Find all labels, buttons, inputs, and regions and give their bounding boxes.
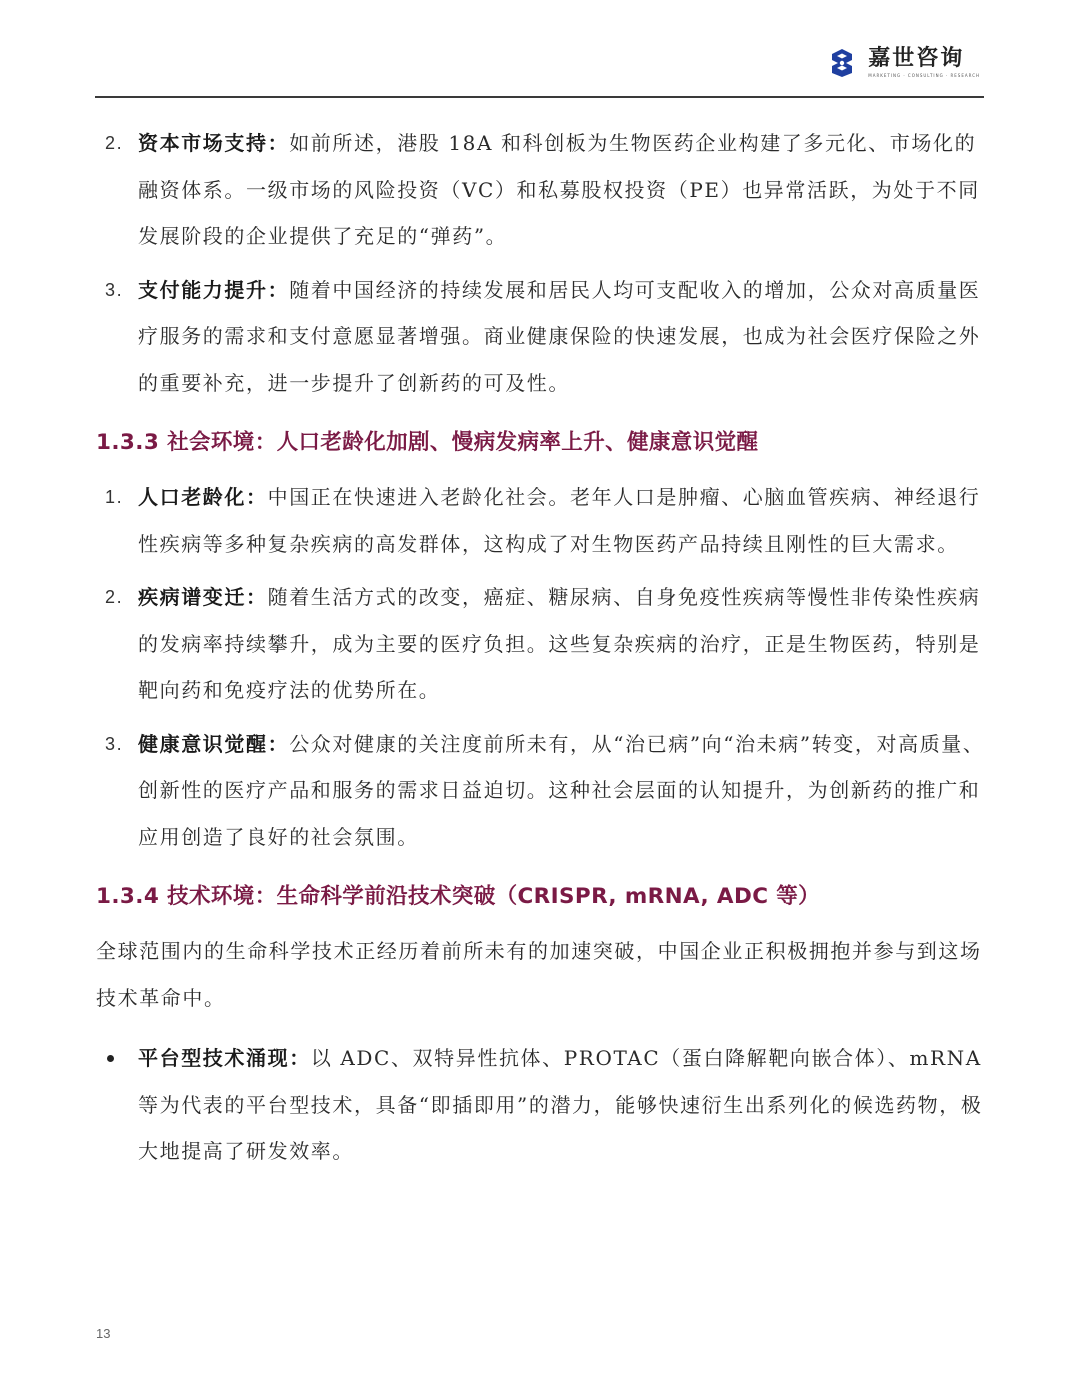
list-item-capital-market: [96, 120, 986, 260]
item-text: 中国正在快速进入老龄化社会。老年人口是肿瘤、心脑血管疾病、神经退行性疾病等多种复杂疾病的高发群体，这构成了对生物医药产品持续且刚性的巨大需求。: [138, 485, 981, 556]
item-text: 如前所述，港股 18A 和科创板为生物医药企业构建了多元化、市场化的融资体系。一级市场的风险投资（VC）和私募股权投资（PE）也异常活跃，为处于不同发展阶段的企业提供了充足的“弹药”。: [138, 131, 980, 248]
logo-mark-icon: [826, 46, 860, 80]
item-title: 支付能力提升：: [138, 277, 290, 302]
item-title: 健康意识觉醒：: [138, 731, 290, 756]
page-number: 13: [96, 1326, 111, 1341]
list-item-disease-spectrum: [96, 574, 986, 714]
list-number: 2.: [105, 587, 124, 607]
list-item-health-awareness: [96, 721, 986, 861]
logo-title: 嘉世咨询: [868, 46, 965, 71]
item-text: 随着中国经济的持续发展和居民人均可支配收入的增加，公众对高质量医疗服务的需求和支付意愿显著增强。商业健康保险的快速发展，也成为社会医疗保险之外的重要补充，进一步提升了创新药的可及性。: [138, 277, 981, 395]
list-item-aging: [96, 474, 986, 567]
list-item-payment-capacity: [96, 267, 986, 407]
item-title: 疾病谱变迁：: [138, 585, 268, 609]
section-heading-1-3-4: 1.3.4 技术环境：生命科学前沿技术突破（CRISPR, mRNA, ADC 等）: [96, 884, 821, 909]
list-number: 3.: [105, 733, 124, 754]
page-header: [95, 40, 984, 98]
item-title: 资本市场支持：: [138, 131, 290, 155]
company-logo: [826, 46, 980, 80]
logo-subtitle: MARKETING · CONSULTING · RESEARCH: [868, 73, 980, 78]
item-text: 随着生活方式的改变，癌症、糖尿病、自身免疫性疾病等慢性非传染性疾病的发病率持续攀升，成为主要的医疗负担。这些复杂疾病的治疗，正是生物医药，特别是靶向药和免疫疗法的优势所在。: [138, 585, 981, 702]
section-intro-paragraph: 全球范围内的生命科学技术正经历着前所未有的加速突破，中国企业正积极拥抱并参与到这场技术革命中。: [96, 939, 982, 1010]
bullet-dot-icon: [107, 1055, 114, 1062]
list-number: 1.: [105, 487, 124, 507]
list-number: 3.: [105, 279, 124, 300]
item-title: 人口老龄化：: [138, 485, 268, 509]
list-number: 2.: [105, 133, 124, 153]
bullet-item-platform-tech: [96, 1035, 986, 1175]
document-body: [96, 120, 986, 1182]
item-title: 平台型技术涌现：: [138, 1046, 311, 1070]
item-text: 公众对健康的关注度前所未有，从“治已病”向“治未病”转变，对高质量、创新性的医疗产品和服务的需求日益迫切。这种社会层面的认知提升，为创新药的推广和应用创造了良好的社会氛围。: [138, 731, 985, 849]
item-text: 以 ADC、双特异性抗体、PROTAC（蛋白降解靶向嵌合体）、mRNA 等为代表的平台型技术，具备“即插即用”的潜力，能够快速衍生出系列化的候选药物，极大地提高了研发效率。: [138, 1046, 983, 1163]
section-heading-1-3-3: 1.3.3 社会环境：人口老龄化加剧、慢病发病率上升、健康意识觉醒: [96, 430, 759, 455]
